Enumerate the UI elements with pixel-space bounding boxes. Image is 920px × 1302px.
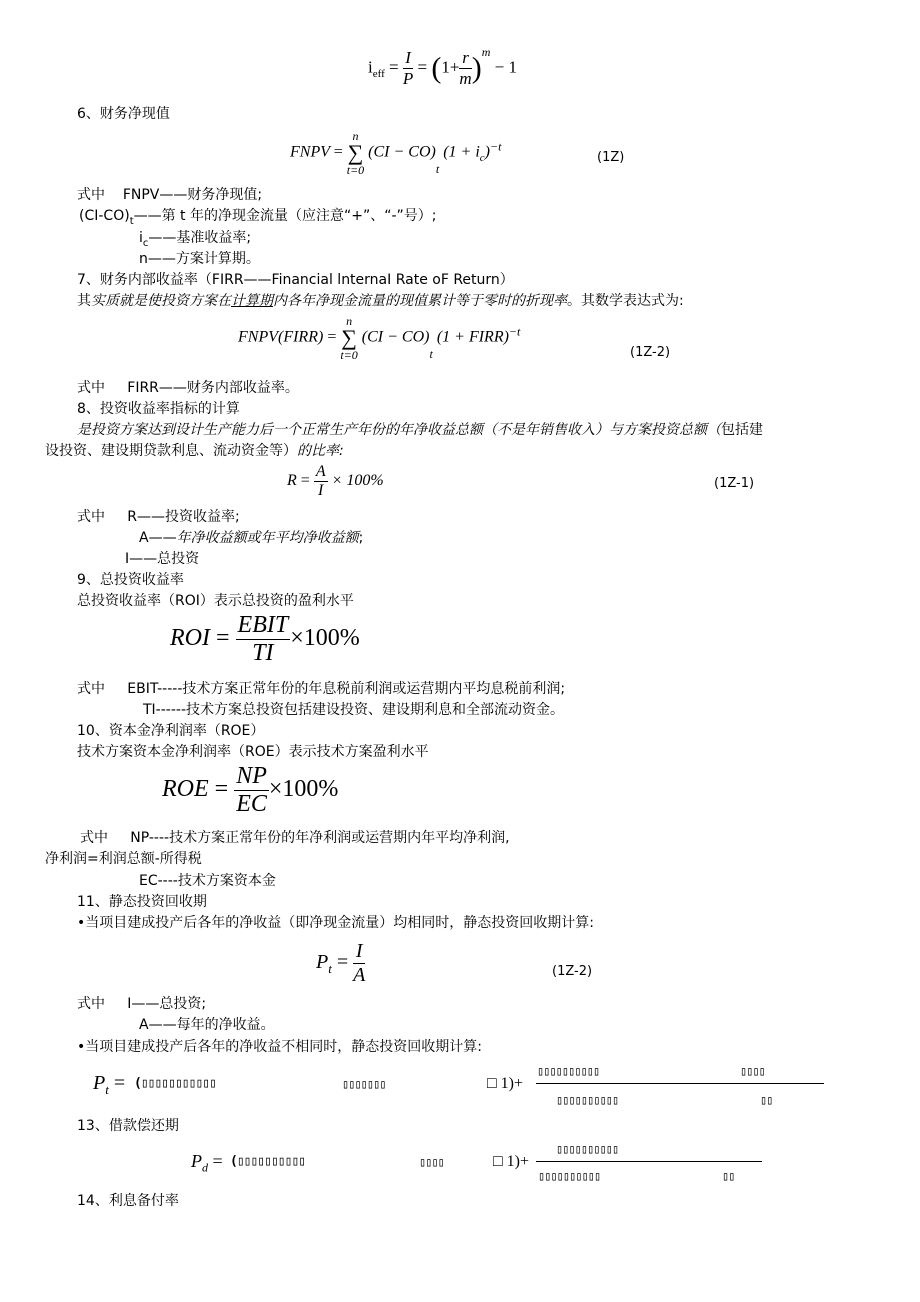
roi-times: ×100%: [290, 625, 360, 652]
pd-den2: ▯▯: [722, 1169, 735, 1183]
pd-box: □ 1)+: [493, 1153, 530, 1170]
fnpv-sum-bot: t=0: [346, 163, 365, 177]
ieff-one: 1: [441, 57, 450, 77]
where8-line2: [139, 529, 363, 547]
firr-eqno: (1Z-2): [630, 345, 671, 360]
where10-np: NP----技术方案正常年份的年净利润或运营期内年平均净利润,: [130, 830, 510, 846]
where8-line3: I——总投资: [125, 551, 200, 567]
where6-cico-sub: t: [129, 215, 134, 227]
r-eq: =: [300, 472, 310, 490]
roe-num: NP: [236, 763, 267, 789]
pt2-garble1: (▯▯▯▯▯▯▯▯▯▯▯: [134, 1076, 216, 1091]
pd-garble1: (▯▯▯▯▯▯▯▯▯▯: [230, 1154, 306, 1169]
fnpv-eqno: (1Z): [597, 150, 625, 165]
where6-ic-sub: c: [142, 237, 149, 249]
formula-pt: [316, 940, 365, 987]
bullet2: •当项目建成投产后各年的净收益不相同时，静态投资回收期计算:: [77, 1039, 482, 1055]
pd-eq: =: [212, 1151, 223, 1171]
where11-line2: A——每年的净收益。: [139, 1017, 275, 1033]
sec8-desc-line2: [45, 442, 344, 460]
firr-arg: (FIRR): [278, 328, 324, 346]
pd-lhs: P: [191, 1151, 202, 1171]
roi-lhs: ROI: [170, 625, 210, 652]
where11-i: I——总投资;: [127, 996, 207, 1012]
formula-r: [287, 463, 384, 500]
roi-eq: =: [215, 625, 230, 652]
ieff-m: m: [459, 69, 472, 88]
sec7-desc: [77, 292, 684, 310]
pt2-den1: ▯▯▯▯▯▯▯▯▯▯: [556, 1093, 619, 1107]
ieff-num: I: [403, 48, 413, 69]
where8-a-desc: 年净收益额或年平均净收益额: [176, 530, 359, 546]
where8-line1: [77, 508, 240, 526]
pt-sub: t: [328, 961, 332, 977]
sec8-desc-line1: [77, 421, 763, 439]
where8-label: 式中: [77, 509, 105, 525]
ieff-sub: eff: [372, 67, 385, 80]
pt2-fraction-bar: [536, 1083, 824, 1084]
where6-line2: [79, 207, 437, 231]
where7-firr: FIRR——财务内部收益率。: [127, 380, 299, 396]
pt2-lhs: P: [93, 1072, 106, 1094]
fnpv-factor-sub: c: [479, 151, 485, 164]
firr-factor: (1 + FIRR): [436, 328, 509, 346]
pt2-eq: =: [113, 1072, 126, 1094]
ieff-sup: m: [481, 44, 491, 59]
ieff-eq2: =: [417, 57, 428, 77]
roi-num: EBIT: [237, 612, 289, 638]
firr-sum: n ∑ t=0: [340, 314, 358, 362]
where11-label: 式中: [77, 996, 105, 1012]
sec9-title: 9、总投资收益率: [77, 572, 184, 588]
pt-num: I: [353, 940, 365, 964]
roi-frac: [236, 612, 291, 667]
where6-line1: [77, 186, 262, 204]
fnpv-sub-t: t: [435, 161, 440, 176]
r-den: I: [318, 482, 324, 499]
where11-line1: [77, 995, 206, 1013]
firr-sub-t: t: [429, 346, 433, 361]
sec8-desc-d: 的比率:: [297, 443, 344, 459]
pd-num1: ▯▯▯▯▯▯▯▯▯▯: [556, 1142, 619, 1156]
firr-eq: =: [327, 328, 337, 346]
where10-line2: 净利润=利润总额-所得税: [45, 851, 202, 867]
pt2-den2: ▯▯: [760, 1093, 773, 1107]
where6-cico: (CI-CO): [79, 208, 130, 224]
where6-ic: i: [139, 230, 143, 246]
ieff-eq1: =: [389, 57, 399, 77]
where8-a: A——: [139, 530, 177, 546]
formula-ieff: [368, 44, 517, 89]
where6-label: 式中: [77, 187, 105, 203]
r-num: A: [315, 463, 326, 480]
ieff-frac2: [459, 48, 471, 89]
fnpv-sum-top: n: [352, 129, 359, 143]
roi-den: TI: [252, 640, 274, 666]
roe-den: EC: [236, 791, 267, 817]
firr-sum-bot: t=0: [340, 348, 358, 362]
where10-line1: [80, 829, 510, 847]
sec6-title: 6、财务净现值: [77, 106, 170, 122]
where6-cico-desc: ——第 t 年的净现金流量（应注意“+”、“-”号）;: [133, 208, 437, 224]
fnpv-body: (CI − CO): [368, 143, 436, 161]
pt-frac: [353, 940, 365, 987]
fnpv-eq: =: [333, 143, 343, 161]
pt-eqno: (1Z-2): [552, 964, 593, 979]
ieff-den: P: [402, 69, 414, 88]
sec11-title: 11、静态投资回收期: [77, 894, 207, 910]
roe-times: ×100%: [268, 776, 339, 803]
firr-body: (CI − CO): [361, 328, 430, 346]
sec10-desc: 技术方案资本金净利润率（ROE）表示技术方案盈利水平: [77, 744, 429, 760]
firr-sum-top: n: [346, 314, 353, 328]
sec13-title: 13、借款偿还期: [77, 1118, 179, 1134]
sec8-desc-b: 包括建: [721, 422, 763, 438]
ieff-r: r: [459, 48, 471, 69]
pt2-box: □ 1)+: [487, 1075, 524, 1092]
sec8-desc-c: 设投资、建设期贷款利息、流动资金等）: [45, 443, 297, 459]
formula-fnpv: [290, 130, 501, 176]
where9-line1: [77, 680, 565, 698]
sec8-title: 8、投资收益率指标的计算: [77, 401, 240, 417]
sec14-title: 14、利息备付率: [77, 1193, 179, 1209]
pt-eq: =: [336, 951, 349, 974]
ieff-paren-r: ): [471, 51, 482, 85]
pd-sub: d: [202, 1160, 208, 1175]
where7-label: 式中: [77, 380, 105, 396]
where9-line2: TI------技术方案总投资包括建设投资、建设期利息和全部流动资金。: [143, 702, 564, 718]
pt2-sub: t: [105, 1082, 109, 1097]
pt-lhs: P: [316, 951, 329, 974]
where6-fnpv: FNPV——财务净现值;: [122, 187, 263, 203]
ieff-plus: +: [449, 57, 460, 77]
sec7-desc-c: 内各年净现金流量的现值累计等于零时的折现率: [273, 293, 567, 309]
where8-a-end: ;: [358, 530, 364, 546]
pd-garble2: ▯▯▯▯: [419, 1155, 444, 1169]
firr-lhs: FNPV: [238, 328, 278, 346]
formula-roi: [170, 612, 360, 667]
fnpv-factor-end: ): [484, 143, 490, 161]
sec9-desc: 总投资收益率（ROI）表示总投资的盈利水平: [77, 593, 354, 609]
formula-roe: [162, 763, 338, 818]
roe-eq: =: [214, 776, 229, 803]
sec8-desc-a: 是投资方案达到设计生产能力后一个正常生产年份的年净收益总额（不是年销售收入）与方案投资总额（: [77, 422, 721, 438]
firr-sup: −t: [508, 324, 521, 339]
fnpv-factor: (1 + i: [443, 143, 480, 161]
pt2-num1: ▯▯▯▯▯▯▯▯▯▯: [537, 1064, 600, 1078]
pd-den1: ▯▯▯▯▯▯▯▯▯▯: [538, 1169, 601, 1183]
roe-frac: [234, 763, 269, 818]
roe-lhs: ROE: [162, 776, 209, 803]
ieff-minus: − 1: [494, 57, 517, 77]
pd-fraction-bar: [536, 1161, 762, 1162]
pt-den: A: [353, 964, 366, 986]
sec7-desc-b: 实质就是使投资方案在: [91, 293, 231, 309]
sec10-title: 10、资本金净利润率（ROE）: [77, 723, 265, 739]
where6-ic-desc: ——基准收益率;: [148, 230, 252, 246]
ieff-paren-l: (: [431, 51, 442, 85]
sec11-bullet1: •当项目建成投产后各年的净收益（即净现金流量）均相同时，静态投资回收期计算:: [77, 915, 594, 931]
pt2-garble2: ▯▯▯▯▯▯▯: [342, 1077, 386, 1091]
r-lhs: R: [287, 472, 297, 490]
where10-label: 式中: [80, 830, 108, 846]
ieff-frac1: [403, 48, 413, 89]
fnpv-sup: −t: [490, 139, 502, 154]
ieff-lhs: i: [368, 57, 373, 77]
where9-ebit: EBIT-----技术方案正常年份的年息税前利润或运营期内平均息税前利润;: [127, 681, 566, 697]
formula-pd-lhs: [191, 1151, 223, 1176]
sec7-title: 7、财务内部收益率（FIRR——Financial lnternaI Rate oF Return）: [77, 272, 514, 288]
where7-line1: [77, 379, 299, 397]
sec7-desc-d: 。其数学表达式为:: [567, 293, 684, 309]
where10-line3: EC----技术方案资本金: [139, 873, 276, 889]
sec7-desc-a: 其: [77, 293, 91, 309]
sec7-desc-u: 计算期: [231, 293, 273, 309]
where9-label: 式中: [77, 681, 105, 697]
where8-r: R——投资收益率;: [127, 509, 240, 525]
formula-pt2-lhs: [93, 1072, 125, 1098]
r-eqno: (1Z-1): [714, 476, 755, 491]
formula-firr: [238, 315, 520, 361]
where6-line4: n——方案计算期。: [139, 251, 260, 267]
pt2-num2: ▯▯▯▯: [740, 1064, 765, 1078]
fnpv-sum: n ∑ t=0: [346, 129, 365, 177]
r-frac: [314, 463, 328, 500]
r-times: × 100%: [331, 472, 384, 490]
fnpv-lhs: FNPV: [290, 143, 330, 161]
